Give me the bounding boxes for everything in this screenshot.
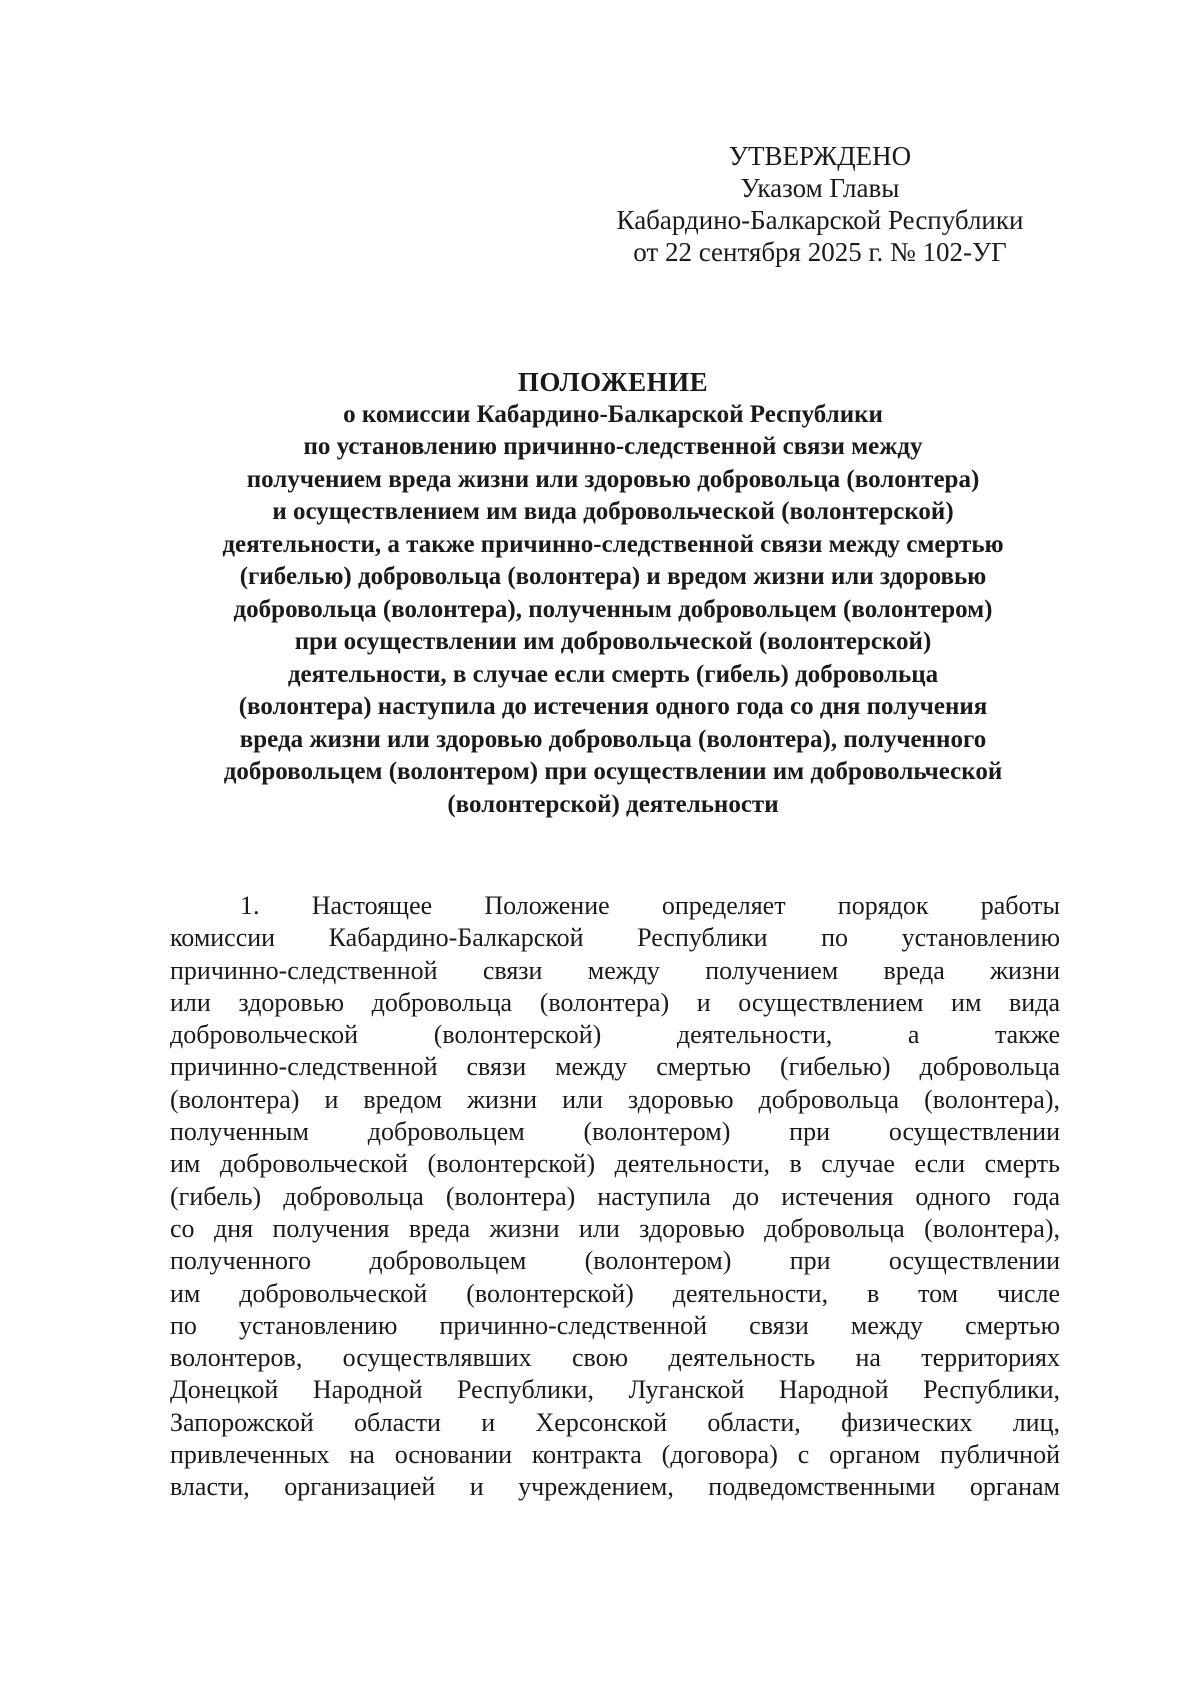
approval-stamp [600,140,1040,268]
title-line: и осуществлением им вида добровольческой (волонтерской) [272,498,954,525]
paragraph-line: или здоровью добровольца (волонтера) и осуществлением им вида [170,987,1060,1017]
paragraph-line: 1. Настоящее Положение определяет порядок работы [240,891,1060,920]
paragraph-line: по установлению причинно-следственной связи между смертью [170,1310,1060,1340]
paragraph-line: полученного добровольцем (волонтером) при осуществлении [170,1246,1060,1276]
title-line: добровольца (волонтера), полученным добровольцем (волонтером) [233,595,993,623]
title-line: (волонтерской) деятельности [447,790,779,818]
paragraph-line: им добровольческой (волонтерской) деятельности, в случае если смерть [170,1149,1060,1179]
title-line: при осуществлении им добровольческой (волонтерской) [294,628,932,655]
title-line: деятельности, в случае если смерть (гибель) добровольца [287,660,939,688]
title-line: получением вреда жизни или здоровью добровольца (волонтера) [246,465,980,493]
paragraph-line: власти, организацией и учреждением, подведомственными органам [170,1472,1060,1502]
paragraph-line: (волонтера) и вредом жизни или здоровью добровольца (волонтера), [170,1084,1060,1114]
paragraph-line: им добровольческой (волонтерской) деятельности, в том числе [170,1278,1060,1308]
approval-line-decree: Указом Главы [740,173,900,203]
approval-line-date: от 22 сентября 2025 г. № 102-УГ [633,237,1007,267]
paragraph-line: (гибель) добровольца (волонтера) наступила до истечения одного года [170,1181,1060,1211]
document-title [160,366,1066,821]
approval-line-approved: УТВЕРЖДЕНО [728,141,912,171]
title-line: о комиссии Кабардино-Балкарской Республики [343,400,883,428]
paragraph-line: причинно-следственной связи между смертью (гибелью) добровольца [170,1052,1060,1082]
title-line: деятельности, а также причинно-следственной связи между смертью [222,530,1004,558]
paragraph-line: Донецкой Народной Республики, Луганской Народной Республики, [170,1375,1060,1405]
title-line: вреда жизни или здоровью добровольца (волонтера), полученного [239,725,987,753]
approval-line-republic: Кабардино-Балкарской Республики [616,205,1024,235]
paragraph-line: комиссии Кабардино-Балкарской Республики по установлению [170,923,1060,953]
paragraph-line: волонтеров, осуществлявших свою деятельность на территориях [170,1343,1060,1373]
paragraph-line: добровольческой (волонтерской) деятельности, а также [170,1020,1060,1050]
title-heading: ПОЛОЖЕНИЕ [517,367,709,397]
title-line: добровольцем (волонтером) при осуществлении им добровольческой [223,758,1003,785]
paragraph-line: Запорожской области и Херсонской области, физических лиц, [170,1407,1060,1437]
paragraph-line: со дня получения вреда жизни или здоровью добровольца (волонтера), [170,1213,1060,1243]
paragraph-1 [170,890,1060,1504]
title-line: по установлению причинно-следственной связи между [303,433,923,460]
paragraph-line: полученным добровольцем (волонтером) при осуществлении [170,1117,1060,1147]
title-line: (гибелью) добровольца (волонтера) и вредом жизни или здоровью [239,563,987,590]
title-line: (волонтера) наступила до истечения одного года со дня получения [238,693,988,720]
paragraph-line: привлеченных на основании контракта (договора) с органом публичной [170,1440,1060,1470]
paragraph-line: причинно-следственной связи между получением вреда жизни [170,955,1060,985]
